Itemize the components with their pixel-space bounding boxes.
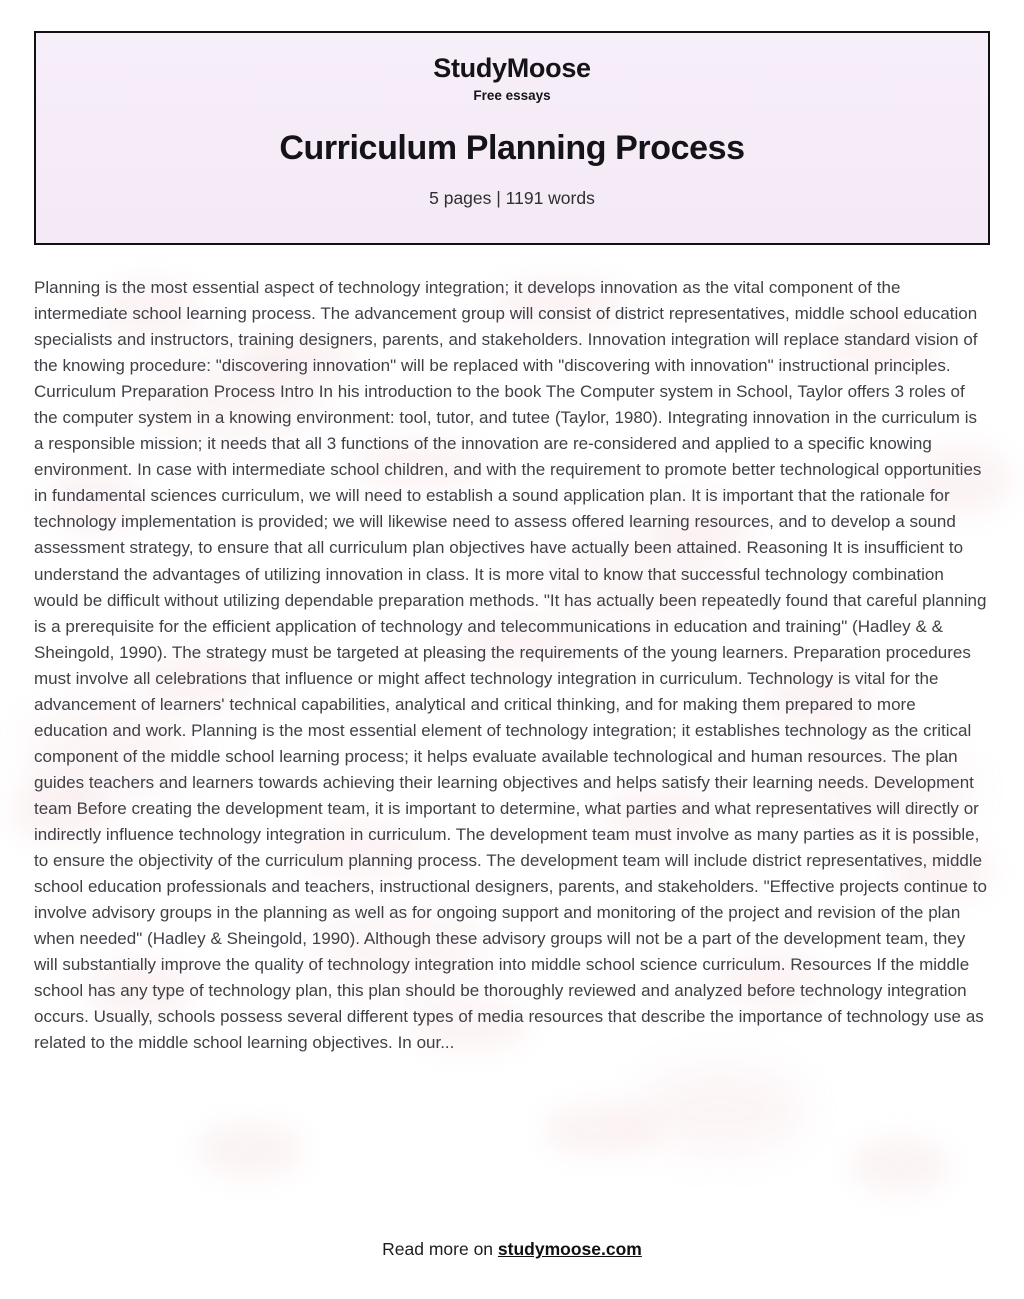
brand-tagline: Free essays [473,88,551,103]
page-title: Curriculum Planning Process [279,128,745,167]
brand-block [433,55,591,103]
document-meta: 5 pages | 1191 words [429,187,595,208]
footer [0,1239,1024,1260]
read-more-label: Read more on [382,1239,498,1259]
essay-header-card [34,31,990,245]
essay-body-text: Planning is the most essential aspect of technology integration; it develops innovation as the vital component of the intermediate school learning process. The advancement group will consist of district representatives, middle school education specialists and instructors, training designers, parents, and stakeholders. Innovation integration will replace standard vision of the knowing procedure: "discovering innovation" will be replaced with "discovering with innovation" instructional principles. Curriculum Preparation Process Intro In his introduction to the book The Computer system in School, Taylor offers 3 roles of the computer system in a knowing environment: tool, tutor, and tutee (Taylor, 1980). Integrating innovation in the curriculum is a responsible mission; it needs that all 3 functions of the innovation are re-considered and applied to a specific knowing environment. In case with intermediate school children, and with the requirement to promote better technological opportunities in fundamental sciences curriculum, we will need to establish a sound application plan. It is important that the rationale for technology implementation is provided; we will likewise need to assess offered learning resources, and to develop a sound assessment strategy, to ensure that all curriculum plan objectives have actually been attained. Reasoning It is insufficient to understand the advantages of utilizing innovation in class. It is more vital to know that successful technology combination would be difficult without utilizing dependable preparation methods. "It has actually been repeatedly found that careful planning is a prerequisite for the efficient application of technology and telecommunications in education and training" (Hadley & & Sheingold, 1990). The strategy must be targeted at pleasing the requirements of the young learners. Preparation procedures must involve all celebrations that influence or might affect technology integration in curriculum. Technology is vital for the advancement of learners' technical capabilities, analytical and critical thinking, and for making them prepared to more education and work. Planning is the most essential element of technology integration; it establishes technology as the critical component of the middle school learning process; it helps evaluate available technological and human resources. The plan guides teachers and learners towards achieving their learning objectives and helps satisfy their learning needs. Development team Before creating the development team, it is important to determine, what parties and what representatives will directly or indirectly influence technology integration in curriculum. The development team must involve as many parties as it is possible, to ensure the objectivity of the curriculum planning process. The development team will include district representatives, middle school education professionals and teachers, instructional designers, parents, and stakeholders. "Effective projects continue to involve advisory groups in the planning as well as for ongoing support and monitoring of the project and revision of the plan when needed" (Hadley & Sheingold, 1990). Although these advisory groups will not be a part of the development team, they will substantially improve the quality of technology integration into middle school science curriculum. Resources If the middle school has any type of technology plan, this plan should be thoroughly reviewed and analyzed before technology integration occurs. Usually, schools possess several different types of media resources that describe the importance of technology use as related to the middle school learning objectives. In our... [34,278,992,1053]
brand-name: StudyMoose [433,53,591,83]
studymoose-link[interactable]: studymoose.com [497,1239,642,1259]
